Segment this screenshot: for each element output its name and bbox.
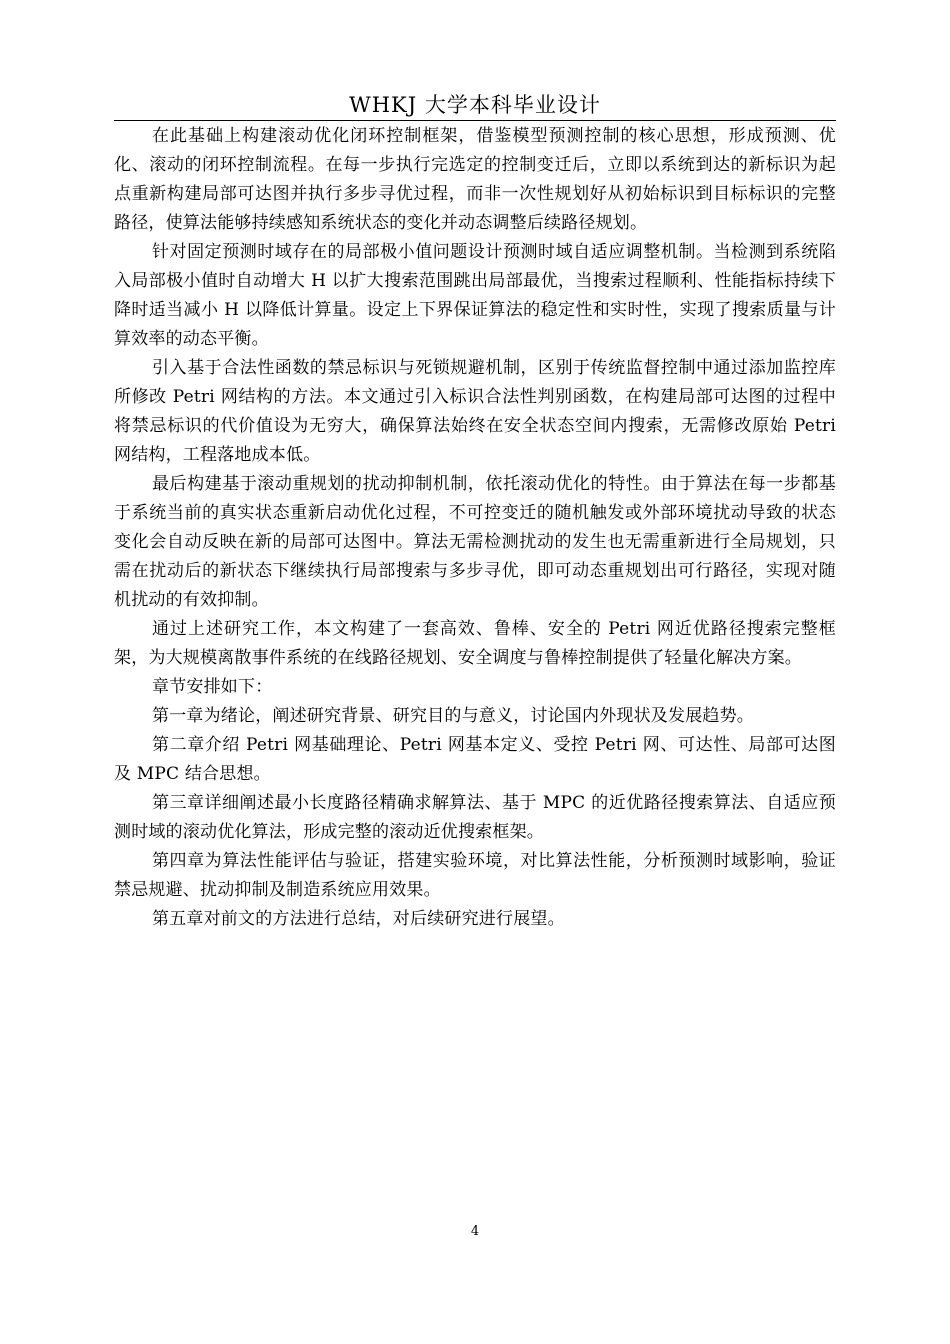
paragraph: 第二章介绍 Petri 网基础理论、Petri 网基本定义、受控 Petri 网、可达性、局部可达图及 MPC 结合思想。	[114, 735, 836, 784]
paragraph: 通过上述研究工作，本文构建了一套高效、鲁棒、安全的 Petri 网近优路径搜索完整框架，为大规模离散事件系统的在线路径规划、安全调度与鲁棒控制提供了轻量化解决方案。	[114, 619, 836, 668]
paragraph: 最后构建基于滚动重规划的扰动抑制机制，依托滚动优化的特性。由于算法在每一步都基于系统当前的真实状态重新启动优化过程，不可控变迁的随机触发或外部环境扰动导致的状态变化会自动反映在新的局部可达图中。算法无需检测扰动的发生也无需重新进行全局规划，只需在扰动后的新状态下继续执行局部搜索与多步寻优，即可动态重规划出可行路径，实现对随机扰动的有效抑制。	[114, 474, 836, 610]
paragraph: 引入基于合法性函数的禁忌标识与死锁规避机制，区别于传统监督控制中通过添加监控库所修改 Petri 网结构的方法。本文通过引入标识合法性判别函数，在构建局部可达图的过程中将禁忌标识的代价值设为无穷大，确保算法始终在安全状态空间内搜索，无需修改原始 Petri 网结构，工程落地成本低。	[114, 358, 836, 465]
paragraph: 第三章详细阐述最小长度路径精确求解算法、基于 MPC 的近优路径搜索算法、自适应预测时域的滚动优化算法，形成完整的滚动近优搜索框架。	[114, 793, 836, 842]
paragraph: 第一章为绪论，阐述研究背景、研究目的与意义，讨论国内外现状及发展趋势。	[152, 706, 754, 726]
page-header-title: WHKJ 大学本科毕业设计	[349, 93, 601, 117]
paragraph: 章节安排如下：	[152, 677, 273, 697]
paragraph: 第五章对前文的方法进行总结，对后续研究进行展望。	[152, 909, 565, 929]
paragraph: 针对固定预测时域存在的局部极小值问题设计预测时域自适应调整机制。当检测到系统陷入局部极小值时自动增大 H 以扩大搜索范围跳出局部最优，当搜索过程顺利、性能指标持续下降时适当减小 H 以降低计算量。设定上下界保证算法的稳定性和实时性，实现了搜索质量与计算效率的动态平衡。	[114, 242, 836, 349]
header-divider	[114, 120, 836, 121]
paragraph: 在此基础上构建滚动优化闭环控制框架，借鉴模型预测控制的核心思想，形成预测、优化、滚动的闭环控制流程。在每一步执行完选定的控制变迁后，立即以系统到达的新标识为起点重新构建局部可达图并执行多步寻优过程，而非一次性规划好从初始标识到目标标识的完整路径，使算法能够持续感知系统状态的变化并动态调整后续路径规划。	[114, 126, 836, 233]
paragraph: 第四章为算法性能评估与验证，搭建实验环境，对比算法性能，分析预测时域影响，验证禁忌规避、扰动抑制及制造系统应用效果。	[114, 851, 836, 900]
page-number: 4	[470, 1224, 480, 1239]
body-text	[114, 122, 836, 934]
